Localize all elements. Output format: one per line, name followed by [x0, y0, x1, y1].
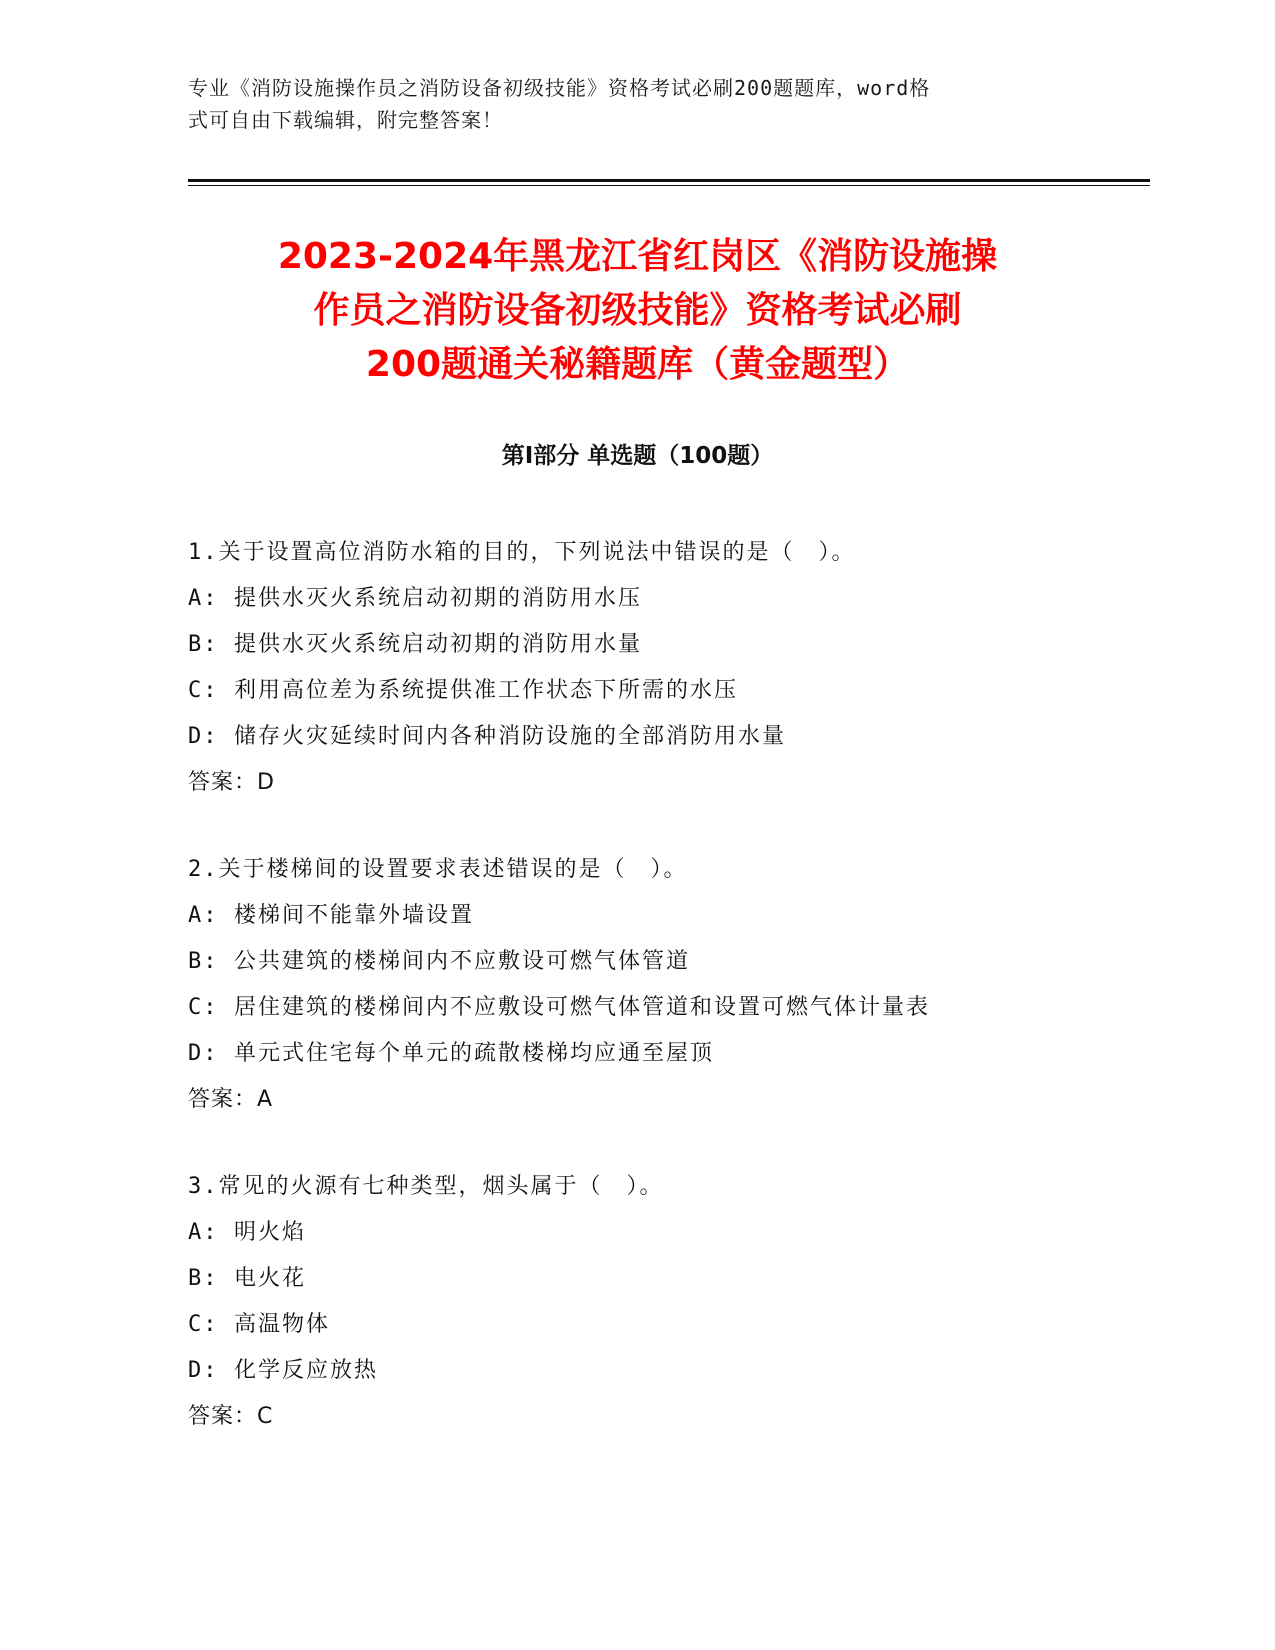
- option-key: A:: [188, 586, 219, 611]
- option-a: [188, 893, 1088, 939]
- intro-line-2: 式可自由下载编辑，附完整答案！: [188, 108, 503, 132]
- option-key: D:: [188, 724, 219, 749]
- option-c: [188, 668, 1088, 714]
- intro-line-1: 专业《消防设施操作员之消防设备初级技能》资格考试必刷200题题库，word格: [188, 76, 931, 100]
- option-b: [188, 1256, 1088, 1302]
- option-key: D:: [188, 1358, 219, 1383]
- option-key: C:: [188, 1312, 219, 1337]
- option-text: 提供水灭火系统启动初期的消防用水量: [234, 632, 643, 657]
- title-line-2: 作员之消防设备初级技能》资格考试必刷: [313, 290, 962, 331]
- header-divider-thin: [188, 185, 1150, 186]
- answer-line: 答案：A: [188, 1087, 274, 1112]
- option-key: C:: [188, 678, 219, 703]
- title-line-1: 2023-2024年黑龙江省红岗区《消防设施操: [277, 236, 998, 277]
- answer-line: 答案：D: [188, 770, 275, 795]
- option-c: [188, 985, 1088, 1031]
- option-key: B:: [188, 632, 219, 657]
- option-text: 公共建筑的楼梯间内不应敷设可燃气体管道: [234, 949, 691, 974]
- option-key: D:: [188, 1041, 219, 1066]
- option-text: 楼梯间不能靠外墙设置: [234, 903, 475, 928]
- option-b: [188, 939, 1088, 985]
- option-text: 利用高位差为系统提供准工作状态下所需的水压: [234, 678, 739, 703]
- option-key: B:: [188, 949, 219, 974]
- option-key: C:: [188, 995, 219, 1020]
- option-text: 提供水灭火系统启动初期的消防用水压: [234, 586, 643, 611]
- option-key: A:: [188, 1220, 219, 1245]
- option-text: 单元式住宅每个单元的疏散楼梯均应通至屋顶: [234, 1041, 715, 1066]
- header-divider-thick: [188, 179, 1150, 182]
- option-key: A:: [188, 903, 219, 928]
- option-c: [188, 1302, 1088, 1348]
- document-intro: [188, 72, 1068, 136]
- question-item-3: [188, 1164, 1088, 1440]
- question-stem: 2.关于楼梯间的设置要求表述错误的是（ ）。: [188, 857, 688, 882]
- option-d: [188, 714, 1088, 760]
- option-key: B:: [188, 1266, 219, 1291]
- option-b: [188, 622, 1088, 668]
- question-stem: 1.关于设置高位消防水箱的目的，下列说法中错误的是（ ）。: [188, 540, 856, 565]
- option-text: 化学反应放热: [234, 1358, 379, 1383]
- option-d: [188, 1348, 1088, 1394]
- document-title: [150, 230, 1125, 392]
- option-a: [188, 576, 1088, 622]
- question-item-2: [188, 847, 1088, 1123]
- question-stem: 3.常见的火源有七种类型，烟头属于（ ）。: [188, 1174, 664, 1199]
- option-text: 居住建筑的楼梯间内不应敷设可燃气体管道和设置可燃气体计量表: [234, 995, 931, 1020]
- question-item-1: [188, 530, 1088, 806]
- option-text: 电火花: [234, 1266, 307, 1291]
- option-text: 储存火灾延续时间内各种消防设施的全部消防用水量: [234, 724, 787, 749]
- option-text: 高温物体: [234, 1312, 331, 1337]
- title-line-3: 200题通关秘籍题库（黄金题型）: [365, 344, 910, 385]
- question-list: [188, 530, 1088, 1481]
- option-d: [188, 1031, 1088, 1077]
- option-text: 明火焰: [234, 1220, 307, 1245]
- answer-line: 答案：C: [188, 1404, 274, 1429]
- section-title: 第I部分 单选题（100题）: [501, 443, 774, 469]
- option-a: [188, 1210, 1088, 1256]
